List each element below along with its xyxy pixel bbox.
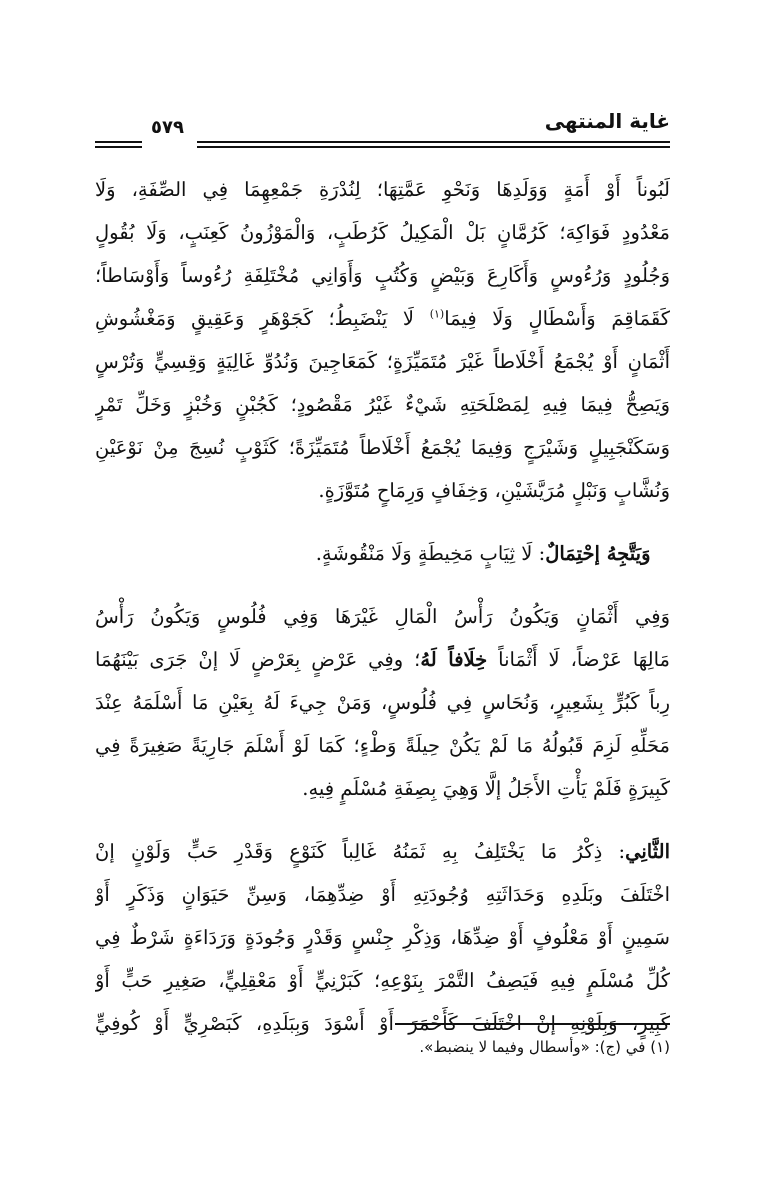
page-header (95, 105, 670, 155)
main-text (95, 168, 670, 1045)
running-title: غاية المنتهى (544, 109, 670, 133)
text-segment: وفِي عَرْضٍ بِعَرْضٍ لَا إنْ جَرَى بَيْنَهُمَا (95, 648, 404, 671)
footnote-divider (395, 1023, 670, 1025)
bold-heading: الثَّانِي (625, 840, 670, 863)
text-line (95, 297, 670, 340)
text-line: مَالِهَا عَرْضاً، لَا أَثْمَاناً خِلَافاً لَهُ؛ وفِي عَرْضٍ بِعَرْضٍ لَا إنْ جَرَى بَيْنَهُمَا (95, 648, 670, 671)
text-line (95, 532, 670, 575)
page-number: ٥٧٩ (151, 117, 184, 138)
text-line: وَيَصِحُّ فِيمَا فِيهِ لِمَصْلَحَتِهِ شَيْءٌ غَيْرُ مَقْصُودٍ؛ كَجُبْنٍ وَخُبْزٍ وَخَلِّ تَمْرٍ (95, 393, 670, 416)
text-line: لَبُوناً أَوْ أَمَةٍ وَوَلَدِهَا وَنَحْوِ عَمَّتِهَا؛ لِنُدْرَةِ جَمْعِهِمَا فِي الصِّفَةِ، وَلَا (95, 178, 670, 201)
bold-phrase: خِلَافاً لَهُ (420, 648, 488, 671)
text-line: مَعْدُودٍ فَوَاكِهَ؛ كَرُمَّانٍ بَلْ الْمَكِيلُ كَرُطَبٍ، وَالْمَوْزُونُ كَعِنَبٍ، وَلَا بُقُولٍ (95, 221, 670, 244)
text-line: مَحَلِّهِ لَزِمَ قَبُولُهُ مَا لَمْ يَكُنْ حِيلَةً وَطْءٍ؛ كَمَا لَوْ أَسْلَمَ جَارِيَةً صَغِيرَةً فِي (95, 734, 670, 757)
text-segment: لَا يَنْضَبِطُ؛ كَجَوْهَرٍ وَعَقِيقٍ وَمَغْشُوشِ (95, 307, 415, 330)
header-rule (95, 146, 142, 148)
text-segment: كَقَمَاقِمَ وَأَسْطَالٍ وَلَا فِيمَا (444, 307, 670, 330)
bold-heading: وَيَتَّجِهُ إحْتِمَالٌ (545, 542, 651, 565)
text-line: كَبِيرٍ، وَبِلَوْنِهِ إنْ اخْتَلَفَ كَأَحْمَرَ أَوْ أَسْوَدَ وَبِبَلَدِهِ، كَبَصْرِيٍّ أَوْ كُوفِيٍّ (95, 1012, 670, 1035)
header-rule (197, 146, 670, 148)
footnote: (١) في (ج): «وأسطال وفيما لا ينضبط». (419, 1038, 670, 1056)
paragraph-2 (95, 532, 670, 575)
text-line: اخْتَلَفَ وبَلَدِهِ وَحَدَاثَتِهِ وُجُودَتِهِ أَوْ ضِدِّهِمَا، وَسِنِّ حَيَوَانٍ وَذَكَرٍ أَوْ (95, 883, 670, 906)
text-segment: : ذِكْرُ مَا يَخْتَلِفُ بِهِ ثَمَنُهُ غَالِباً كَنَوْعٍ وَقَدْرِ حَبٍّ وَلَوْنٍ إنْ (95, 840, 626, 863)
text-line: كُلِّ مُسْلَمٍ فِيهِ فَيَصِفُ التَّمْرَ بِنَوْعِهِ؛ كَبَرْنِيٍّ أَوْ مَعْقِلِيٍّ، صَغِيرِ حَبٍّ أَوْ (95, 969, 670, 992)
text-line: وَنُشَّابٍ وَنَبْلٍ مُرَيَّشَيْنِ، وَخِفَافٍ وَرِمَاحٍ مُتَوَّزَةٍ. (318, 479, 670, 502)
text-line: سَمِينٍ أَوْ مَعْلُوفٍ أَوْ ضِدِّهَا، وَذِكْرِ جِنْسٍ وَقَدْرٍ وَجُودَةٍ وَرَدَاءَةٍ شَرْطٌ فِي (95, 926, 670, 949)
text-line: أَثْمَانٍ أَوْ يُجْمَعُ أَخْلَاطاً غَيْرَ مُتَمَيِّزَةٍ؛ كَمَعَاجِينَ وَنُدُوِّ غَالِيَةٍ وَقِسِيٍّ وَتُرْسٍ (95, 350, 670, 373)
text-line (95, 830, 670, 873)
paragraph-1 (95, 168, 670, 512)
text-segment: : لَا ثِيَابٍ مَخِيطَةٍ وَلَا مَنْقُوشَةٍ. (315, 542, 546, 565)
text-line: وَجُلُودٍ وَرُءُوسٍ وَأَكَارِعَ وَبَيْضٍ وَكُتُبٍ وَأَوَانِي مُخْتَلِفَةِ رُءُوساً وَأَوْسَاطاً؛ (95, 264, 670, 287)
paragraph-3 (95, 595, 670, 810)
footnote-marker[interactable]: (١) (429, 307, 445, 321)
text-line: كَبِيرَةٍ فَلَمْ يَأْتِ الأَجَلُ إلَّا وَهِيَ بِصِفَةِ مُسْلَمٍ فِيهِ. (302, 777, 670, 800)
text-line: وَفِي أَثْمَانٍ وَيَكُونُ رَأْسُ الْمَالِ غَيْرَهَا وَفِي فُلُوسٍ وَيَكُونُ رَأْسُ (95, 605, 670, 628)
header-rule (95, 141, 142, 143)
text-segment: مَالِهَا عَرْضاً، لَا أَثْمَاناً (498, 648, 670, 671)
header-rule (197, 141, 670, 143)
text-line: وَسَكَنْجَبِيلٍ وَشَيْرَجٍ وَفِيمَا يُجْمَعُ أَخْلَاطاً مُتَمَيِّزَةً؛ كَثَوْبٍ نُسِجَ مِنْ نَوْعَيْنِ (95, 436, 670, 459)
paragraph-4 (95, 830, 670, 1045)
text-line: رِباً كَبُرٍّ بِشَعِيرٍ، وَنُحَاسٍ فِي فُلُوسٍ، وَمَنْ جِيءَ لَهُ بِعَيْنِ مَا أَسْلَمَهُ عِنْدَ (95, 691, 670, 714)
